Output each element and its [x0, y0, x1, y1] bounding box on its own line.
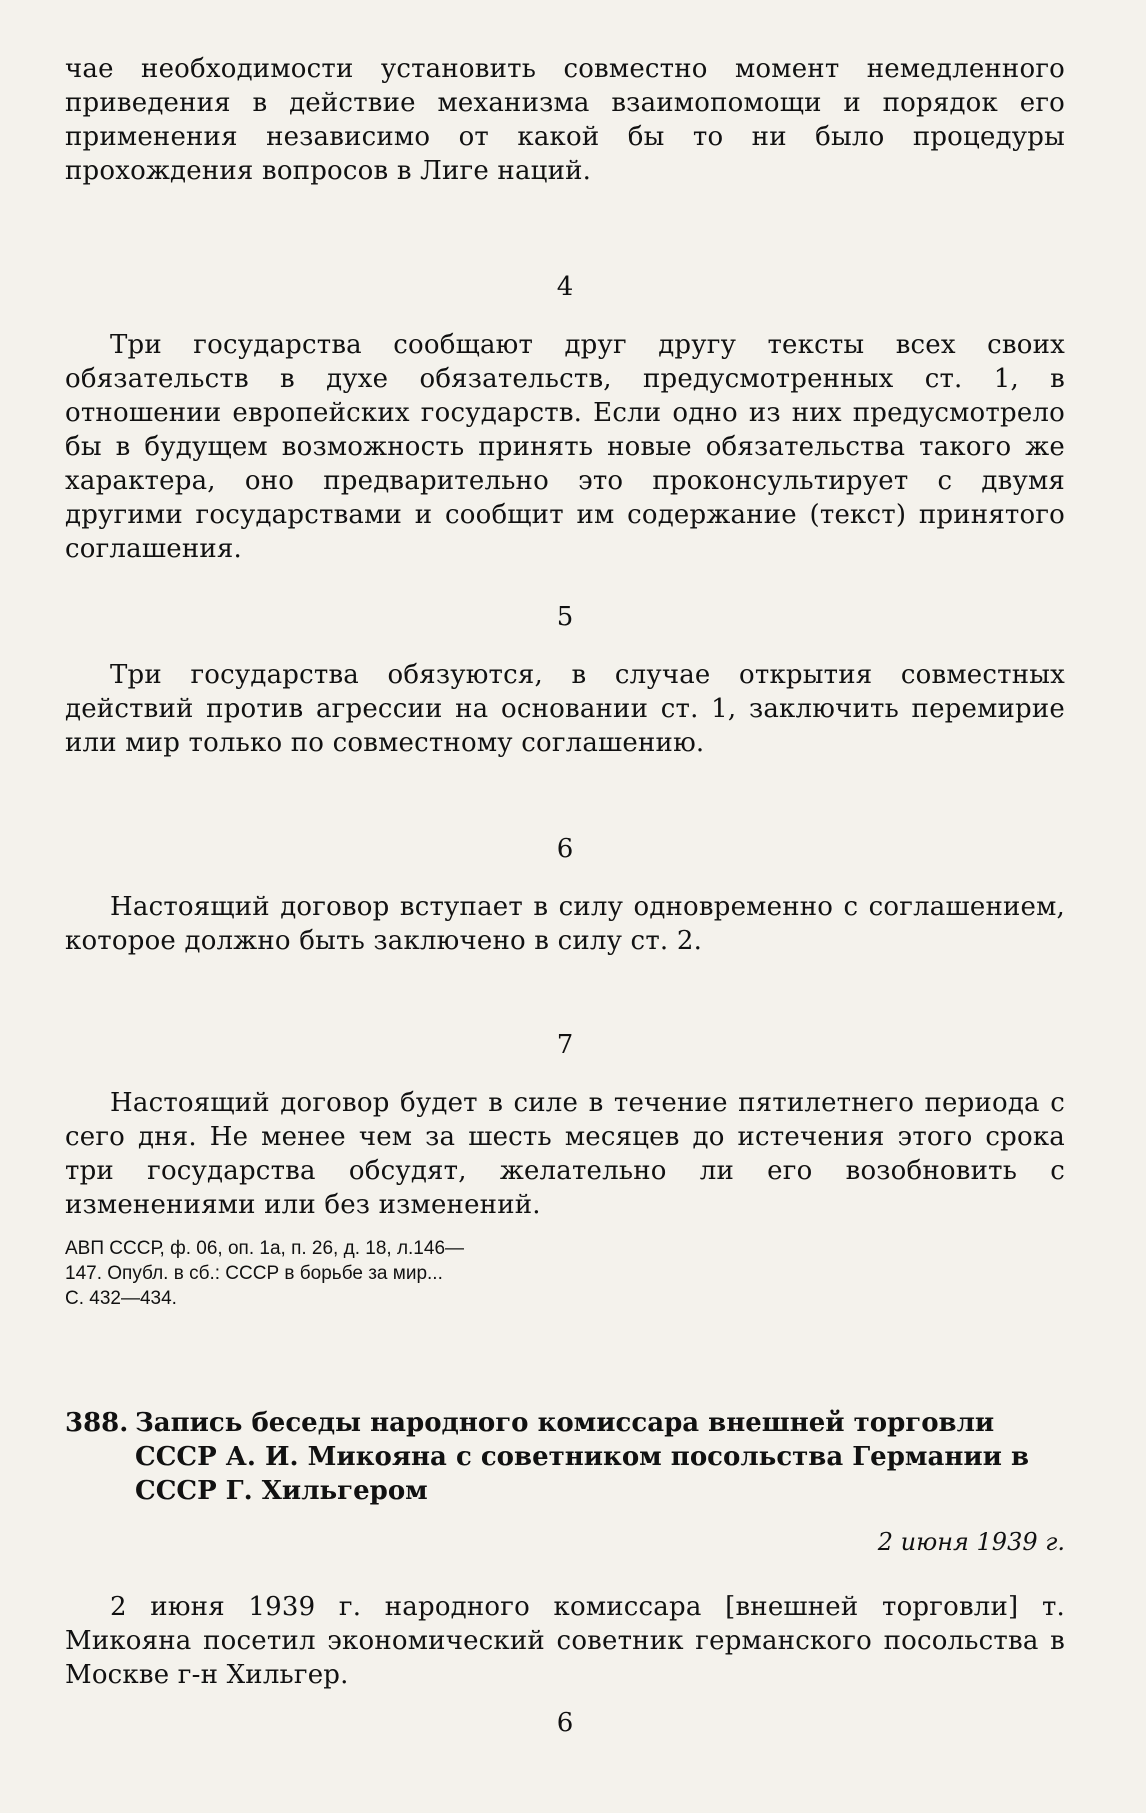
paragraph-text: чае необходимости установить совместно момент немедленного приведения в действие механизма взаимопомощи и порядок его применения независимо от какой бы то ни было процедуры прохождения вопросов в Лиге наций. — [65, 54, 1065, 186]
document-date: 2 июня 1939 г. — [877, 1528, 1065, 1556]
paragraph-text: 2 июня 1939 г. народного комиссара [внешней торговли] т. Микояна посетил экономический советник германского посольства в Москве г-н Хильгер. — [65, 1592, 1065, 1690]
page-number: 6 — [556, 1708, 574, 1738]
paragraph-article-5 — [65, 658, 1065, 760]
document-heading — [65, 1406, 1065, 1516]
paragraph-article-4 — [65, 328, 1065, 566]
archive-source — [65, 1236, 1065, 1311]
article-number-4: 4 — [556, 272, 574, 302]
paragraph-text: Настоящий договор будет в силе в течение пятилетнего периода с сего дня. Не менее чем за шесть месяцев до истечения этого срока три государства обсудят, желательно ли его возобновить с изменениями или без изменений. — [65, 1088, 1065, 1220]
paragraph-article-6 — [65, 890, 1065, 958]
paragraph-document-body — [65, 1590, 1065, 1692]
source-line: 147. Опубл. в сб.: СССР в борьбе за мир... — [65, 1263, 443, 1284]
article-number-6: 6 — [556, 834, 574, 864]
article-number-5: 5 — [556, 602, 574, 632]
paragraph-article-7 — [65, 1086, 1065, 1222]
paragraph-text: Три государства сообщают друг другу тексты всех своих обязательств в духе обязательств, предусмотренных ст. 1, в отношении европейских государств. Если одно из них предусмотрело бы в будущем возможность принять новые обязательства такого же характера, оно предварительно это проконсультирует с двумя другими государствами и сообщит им содержание (текст) принятого соглашения. — [65, 330, 1065, 564]
source-line: АВП СССР, ф. 06, оп. 1а, п. 26, д. 18, л.146— — [65, 1238, 465, 1259]
document-title: Запись беседы народного комиссара внешней торговли СССР А. И. Микояна с советником посольства Германии в СССР Г. Хильгером — [135, 1408, 1030, 1506]
article-number-7: 7 — [556, 1030, 574, 1060]
document-number: 388. — [65, 1408, 129, 1438]
paragraph-text: Настоящий договор вступает в силу одновременно с соглашением, которое должно быть заключено в силу ст. 2. — [65, 892, 1065, 956]
source-line: С. 432—434. — [65, 1288, 177, 1309]
paragraph-intro — [65, 52, 1065, 188]
paragraph-text: Три государства обязуются, в случае открытия совместных действий против агрессии на основании ст. 1, заключить перемирие или мир только по совместному соглашению. — [65, 660, 1065, 758]
